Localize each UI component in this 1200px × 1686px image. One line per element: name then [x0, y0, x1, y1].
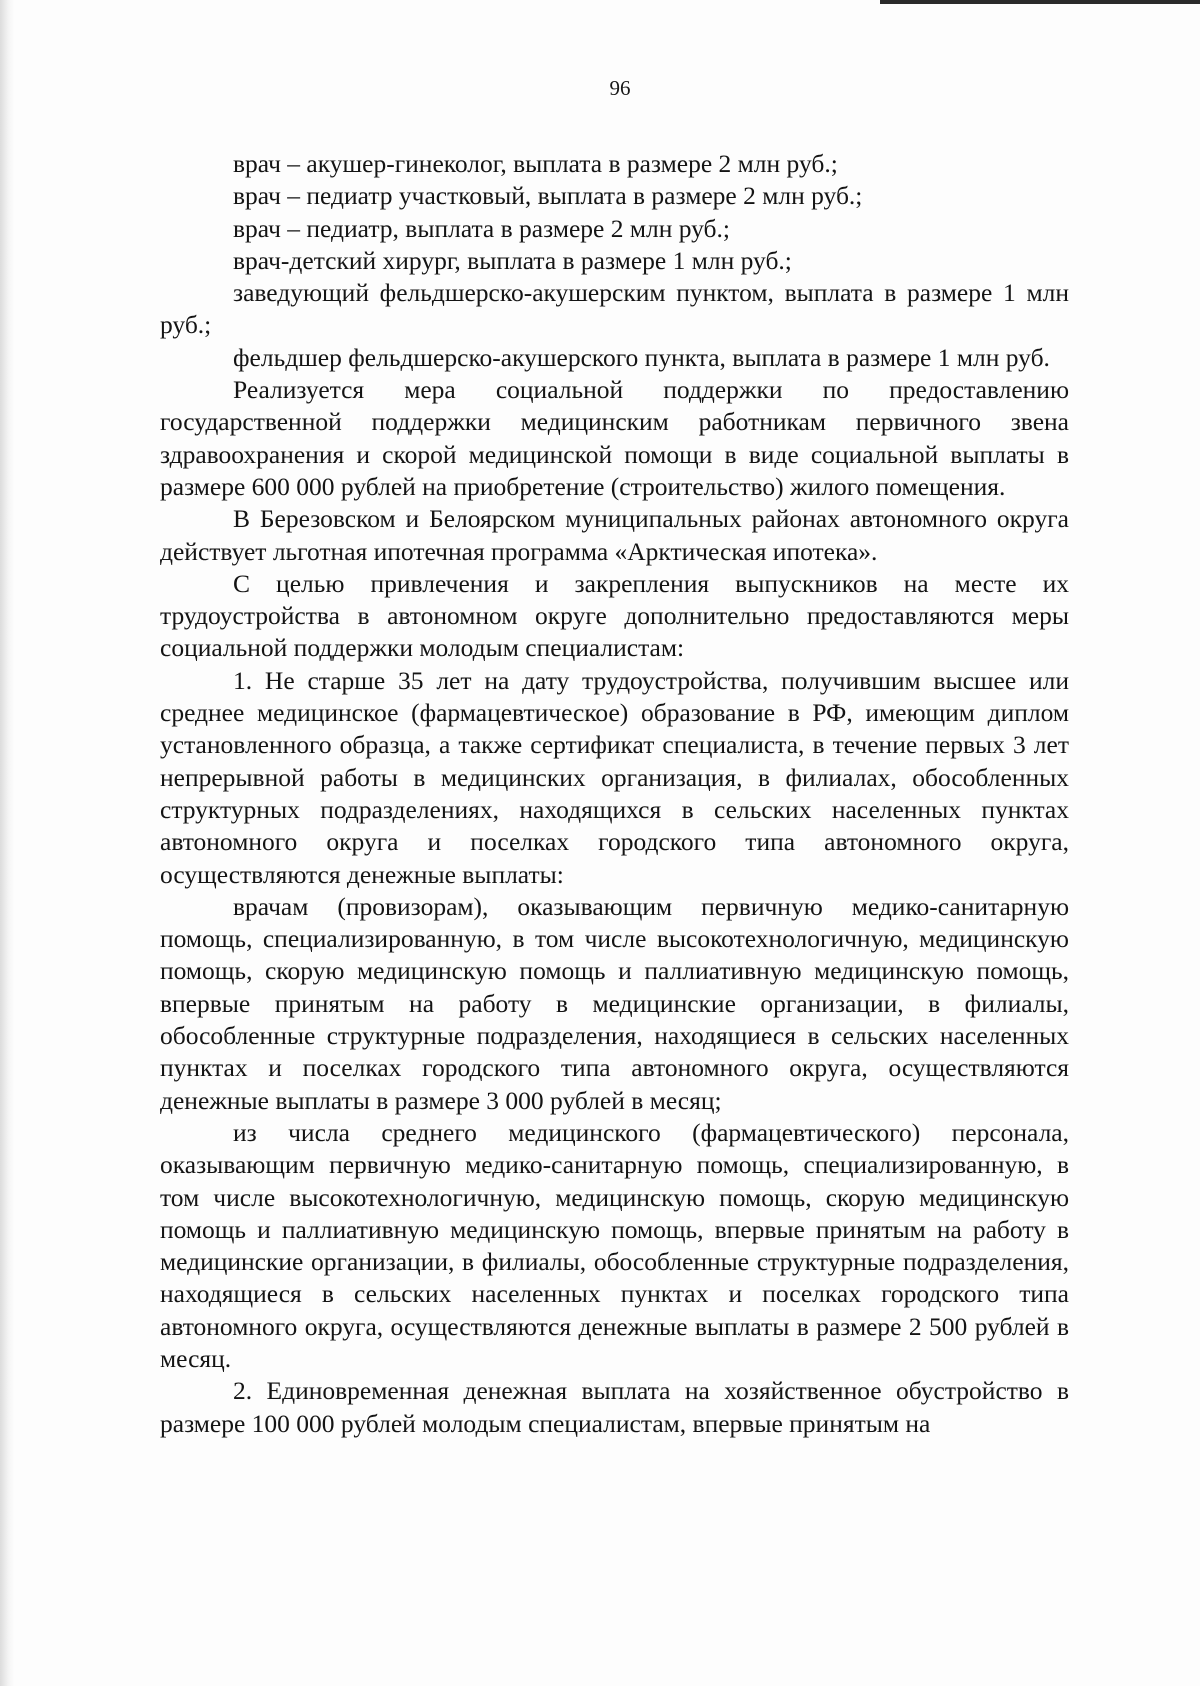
paragraph: 2. Единовременная денежная выплата на хозяйственное обустройство в размере 100 000 рублей молодым специалистам, впервые принятым на — [160, 1376, 1069, 1438]
page-number: 96 — [609, 76, 631, 100]
paragraph: врачам (провизорам), оказывающим первичную медико-санитарную помощь, специализированную, в том числе высокотехнологичную, медицинскую помощь, скорую медицинскую помощь и паллиативную медицинскую помощь, впервые принятым на работу в медицинские организации, в филиалы, обособленные структурные подразделения, находящиеся в сельских населенных пунктах и поселках городского типа автономного округа, осуществляются денежные выплаты в размере 3 000 рублей в месяц; — [160, 891, 1069, 1115]
paragraph: врач – педиатр участковый, выплата в размере 2 млн руб.; — [233, 181, 863, 211]
paragraph: 1. Не старше 35 лет на дату трудоустройства, получившим высшее или среднее медицинское (фармацевтическое) образование в РФ, имеющим диплом установленного образца, а также сертификат специалиста, в течение первых 3 лет непрерывной работы в медицинских организация, в филиалах, обособленных структурных подразделениях, находящихся в сельских населенных пунктах автономного округа и поселках городского типа автономного округа, осуществляются денежные выплаты: — [160, 665, 1069, 889]
document-body — [160, 148, 1069, 1440]
paragraph: врач – акушер-гинеколог, выплата в размере 2 млн руб.; — [233, 149, 838, 178]
paragraph: фельдшер фельдшерско-акушерского пункта, выплата в размере 1 млн руб. — [233, 342, 1050, 372]
paragraph: Реализуется мера социальной поддержки по предоставлению государственной поддержки медицинским работникам первичного звена здравоохранения и скорой медицинской помощи в виде социальной выплаты в размере 600 000 рублей на приобретение (строительство) жилого помещения. — [160, 375, 1069, 501]
paragraph: заведующий фельдшерско-акушерским пунктом, выплата в размере 1 млн руб.; — [160, 278, 1069, 340]
paragraph: из числа среднего медицинского (фармацевтического) персонала, оказывающим первичную медико-санитарную помощь, специализированную, в том числе высокотехнологичную, медицинскую помощь, скорую медицинскую помощь и паллиативную медицинскую помощь, впервые принятым на работу в медицинские организации, в филиалы, обособленные структурные подразделения, находящиеся в сельских населенных пунктах и поселках городского типа автономного округа, осуществляются денежные выплаты в размере 2 500 рублей в месяц. — [160, 1117, 1069, 1373]
paragraph: врач-детский хирург, выплата в размере 1 млн руб.; — [233, 245, 792, 275]
scan-edge-left — [0, 0, 14, 1686]
paragraph: В Березовском и Белоярском муниципальных районах автономного округа действует льготная ипотечная программа «Арктическая ипотека». — [160, 504, 1069, 566]
paragraph: С целью привлечения и закрепления выпускников на месте их трудоустройства в автономном округе дополнительно предоставляются меры социальной поддержки молодым специалистам: — [160, 568, 1069, 663]
scan-edge-top — [880, 0, 1200, 4]
paragraph: врач – педиатр, выплата в размере 2 млн руб.; — [233, 213, 730, 243]
